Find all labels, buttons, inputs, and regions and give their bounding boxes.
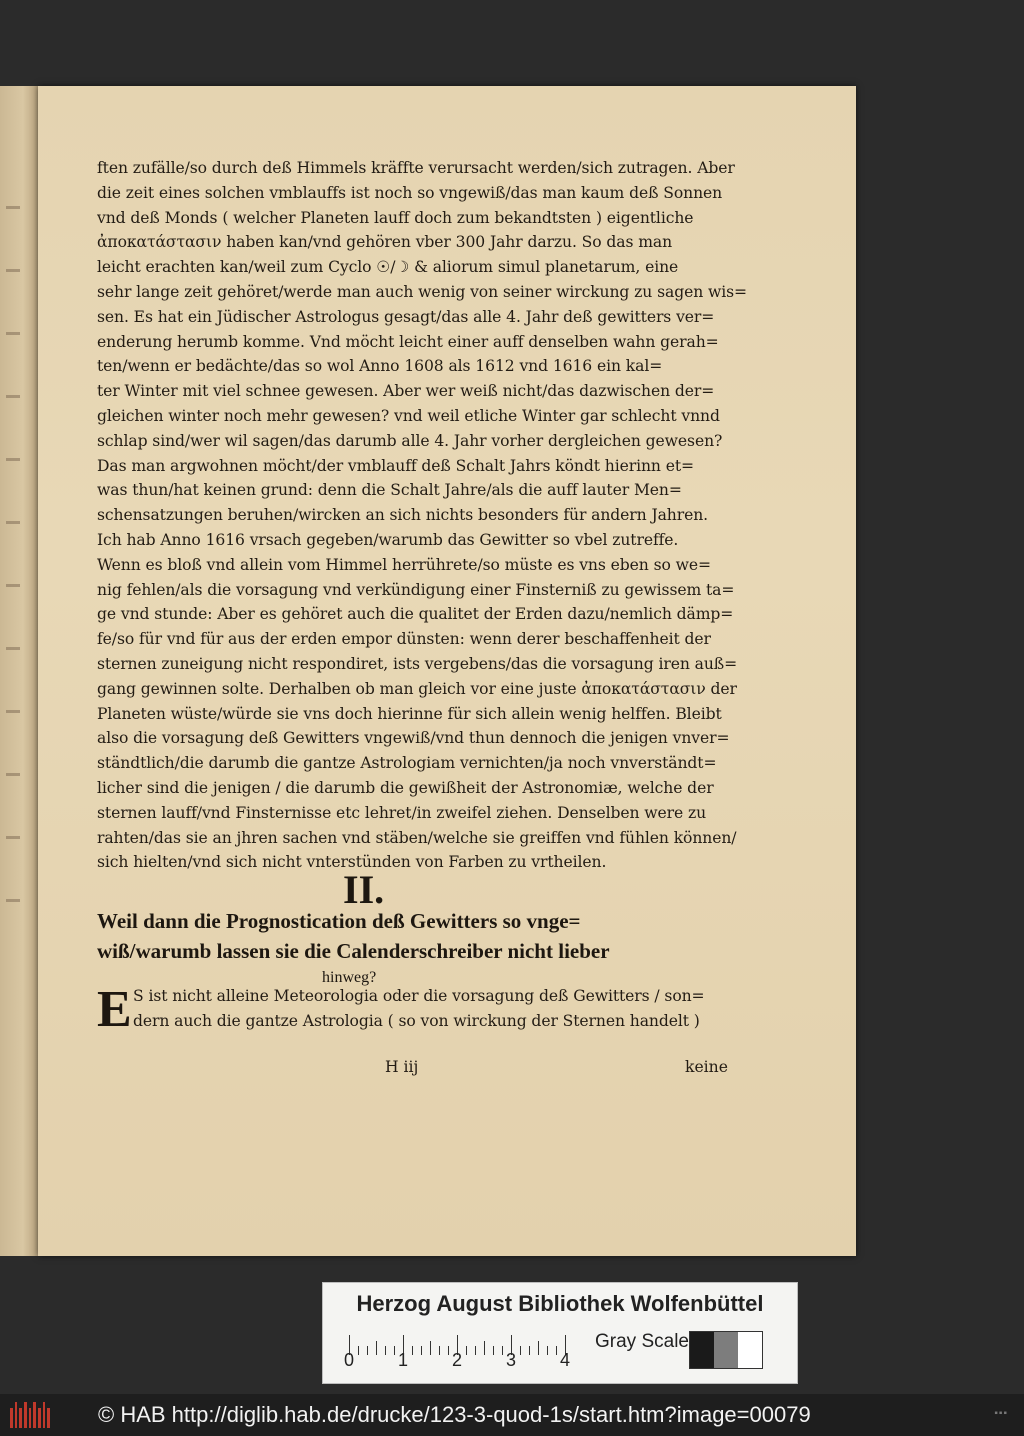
ruler-label: 0 (343, 1350, 355, 1370)
ruler-tick (520, 1346, 521, 1355)
ruler-tick (421, 1346, 422, 1355)
ruler-tick (430, 1341, 431, 1355)
ruler-tick (529, 1346, 530, 1355)
text-line: ständtlich/die darumb die gantze Astrologiam vernichten/ja noch vnverständt= (97, 754, 717, 773)
text-line: Das man argwohnen möcht/der vmblauff deß Schalt Jahrs köndt hierinn et= (97, 456, 694, 475)
ruler-tick (358, 1346, 359, 1355)
text-line: also die vorsagung deß Gewitters vngewiß/vnd thun dennoch die jenigen vnver= (97, 729, 730, 748)
heading-line: wiß/warumb lassen sie die Calenderschreiber nicht lieber (97, 939, 610, 963)
text-line: dern auch die gantze Astrologia ( so von wirckung der Sternen handelt ) (133, 1011, 700, 1030)
ruler-tick (448, 1346, 449, 1355)
text-line: fe/so für vnd für aus der erden empor dünsten: wenn derer beschaffenheit der (97, 630, 711, 649)
ruler-tick (412, 1346, 413, 1355)
text-line: ge vnd stunde: Aber es gehöret auch die qualitet der Erden dazu/nemlich dämp= (97, 605, 734, 624)
card-title: Herzog August Bibliothek Wolfenbüttel (356, 1291, 764, 1316)
ruler-tick (547, 1346, 548, 1355)
hab-logo-icon (10, 1402, 50, 1428)
text-line: schlap sind/wer wil sagen/das darumb alle 4. Jahr vorher dergleichen gewesen? (97, 431, 723, 450)
section-number: II. (343, 867, 385, 912)
text-line: schensatzungen beruhen/wircken an sich nichts besonders für andern Jahren. (97, 506, 709, 525)
previous-page-edge (0, 86, 39, 1256)
text-line: gleichen winter noch mehr gewesen? vnd weil etliche Winter gar schlecht vnnd (97, 406, 720, 425)
text-line: enderung herumb komme. Vnd möcht leicht einer auff denselben wahn gerah= (97, 332, 719, 351)
text-line: leicht erachten kan/weil zum Cyclo ☉/☽ & aliorum simul planetarum, eine (97, 258, 679, 277)
text-line: sternen zuneigung nicht respondiret, ists vergebens/das die vorsagung iren auß= (97, 654, 738, 673)
ruler-tick (475, 1346, 476, 1355)
book-page (38, 86, 856, 1256)
signature-mark: H iij (385, 1058, 419, 1076)
text-line: sternen lauff/vnd Finsternisse etc lehret/in zweifel ziehen. Denselben were zu (97, 803, 707, 822)
gray-swatch (714, 1332, 738, 1368)
ruler-tick (367, 1346, 368, 1355)
text-line: sehr lange zeit gehöret/werde man auch wenig von seiner wirckung zu sagen wis= (97, 282, 747, 301)
copyright-url[interactable]: © HAB http://diglib.hab.de/drucke/123-3-quod-1s/start.htm?image=00079 (98, 1402, 811, 1427)
ruler-label: 4 (559, 1350, 571, 1370)
gray-swatch (738, 1332, 762, 1368)
gray-scale-swatches (689, 1331, 763, 1369)
heading-line: Weil dann die Prognostication deß Gewitters so vnge= (97, 909, 581, 933)
ruler-tick (376, 1341, 377, 1355)
ruler-tick (556, 1346, 557, 1355)
section-heading (97, 906, 757, 990)
body-text (97, 156, 747, 875)
text-line: ἀποκατάστασιν haben kan/vnd gehören vber 300 Jahr darzu. So das man (97, 233, 673, 252)
ruler-tick (538, 1341, 539, 1355)
ruler-label: 2 (451, 1350, 463, 1370)
text-line: licher sind die jenigen / die darumb die gewißheit der Astronomiæ, welche der (97, 778, 714, 797)
menu-dots-icon[interactable]: ▪▪▪ (994, 1408, 1008, 1419)
text-line: Planeten wüste/würde sie vns doch hierinne für sich allein wenig helffen. Bleibt (97, 704, 722, 723)
drop-cap: E (97, 981, 132, 1038)
text-line: nig fehlen/als die vorsagung vnd verkündigung einer Finsterniß zu gewissem ta= (97, 580, 735, 599)
text-line: sen. Es hat ein Jüdischer Astrologus gesagt/das alle 4. Jahr deß gewitters ver= (97, 307, 715, 326)
paragraph-two (97, 981, 757, 1038)
ruler-tick (439, 1346, 440, 1355)
ruler-label: 1 (397, 1350, 409, 1370)
page-footer (97, 1058, 747, 1082)
previous-page-marks (6, 206, 30, 962)
catchword: keine (685, 1058, 728, 1076)
ruler-tick (466, 1346, 467, 1355)
text-line: ter Winter mit viel schnee gewesen. Aber wer weiß nicht/das dazwischen der= (97, 382, 715, 401)
text-line: sich hielten/vnd sich nicht vnterstünden von Farben zu vrtheilen. (97, 853, 607, 872)
text-line: Wenn es bloß vnd allein vom Himmel herrührete/so müste es vns eben so we= (97, 555, 711, 574)
text-line: gang gewinnen solte. Derhalben ob man gleich vor eine juste ἀποκατάστασιν der (97, 679, 737, 698)
text-line: vnd deß Monds ( welcher Planeten lauff doch zum bekandtsten ) eigentliche (97, 208, 694, 227)
text-line: rahten/das sie an jhren sachen vnd stäben/welche sie greiffen vnd fühlen können/ (97, 828, 737, 847)
ruler-tick (493, 1346, 494, 1355)
text-line: die zeit eines solchen vmblauffs ist noch so vngewiß/das man kaum deß Sonnen (97, 183, 723, 202)
heading-line: hinweg? (322, 969, 377, 986)
gray-scale-label: Gray Scale (595, 1331, 689, 1352)
ruler-tick (502, 1346, 503, 1355)
status-bar (0, 1394, 1024, 1436)
ruler-tick (394, 1346, 395, 1355)
gray-swatch (690, 1332, 714, 1368)
text-line: Ich hab Anno 1616 vrsach gegeben/warumb das Gewitter so vbel zutreffe. (97, 530, 679, 549)
text-line: ften zufälle/so durch deß Himmels kräffte verursacht werden/sich zutragen. Aber (97, 159, 735, 177)
ruler-label: 3 (505, 1350, 517, 1370)
color-calibration-card (322, 1282, 798, 1384)
text-line: S ist nicht alleine Meteorologia oder die vorsagung deß Gewitters / son= (133, 987, 705, 1005)
ruler (343, 1331, 579, 1371)
ruler-tick (484, 1341, 485, 1355)
ruler-tick (385, 1346, 386, 1355)
text-line: ten/wenn er bedächte/das so wol Anno 1608 als 1612 vnd 1616 ein kal= (97, 357, 663, 376)
text-line: was thun/hat keinen grund: denn die Schalt Jahre/als die auff lauter Men= (97, 481, 682, 500)
